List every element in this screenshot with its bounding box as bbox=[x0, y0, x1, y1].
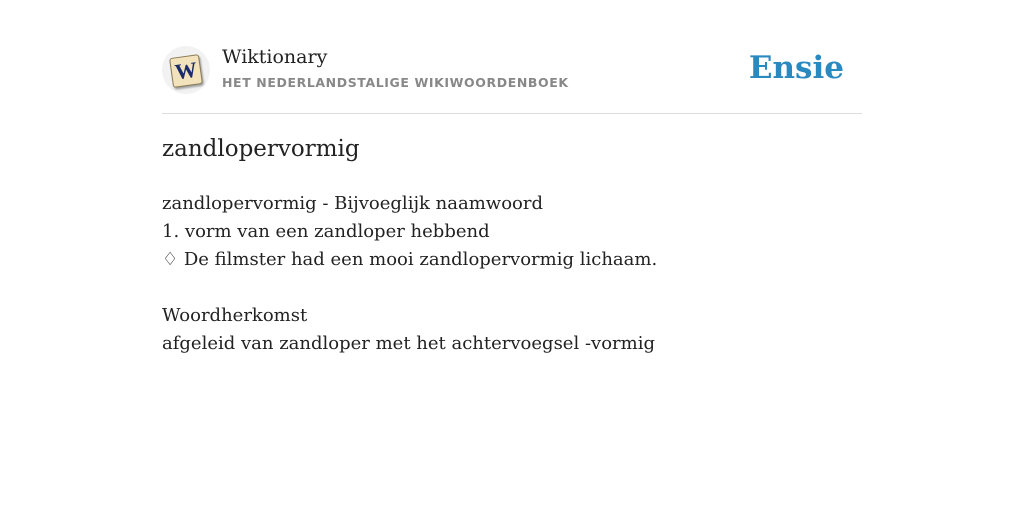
meaning-line: 1. vorm van een zandloper hebbend bbox=[162, 221, 490, 242]
site-title[interactable]: Wiktionary bbox=[222, 46, 328, 68]
spacer bbox=[162, 274, 657, 302]
entry-body bbox=[162, 190, 657, 358]
definition-heading: zandlopervormig - Bijvoeglijk naamwoord bbox=[162, 193, 543, 214]
page-container bbox=[162, 0, 862, 354]
example-line: ♢ De filmster had een mooi zandlopervormig lichaam. bbox=[162, 249, 658, 270]
page-title: zandlopervormig bbox=[162, 136, 360, 162]
ensie-brand-link[interactable]: Ensie bbox=[748, 50, 844, 86]
logo-tile: W bbox=[169, 54, 203, 88]
site-subtitle: HET NEDERLANDSTALIGE WIKIWOORDENBOEK bbox=[222, 75, 569, 90]
etymology-heading: Woordherkomst bbox=[162, 305, 308, 326]
wiktionary-logo-icon[interactable] bbox=[162, 46, 210, 94]
etymology-line: afgeleid van zandloper met het achtervoegsel -vormig bbox=[162, 333, 655, 354]
header bbox=[162, 0, 862, 114]
